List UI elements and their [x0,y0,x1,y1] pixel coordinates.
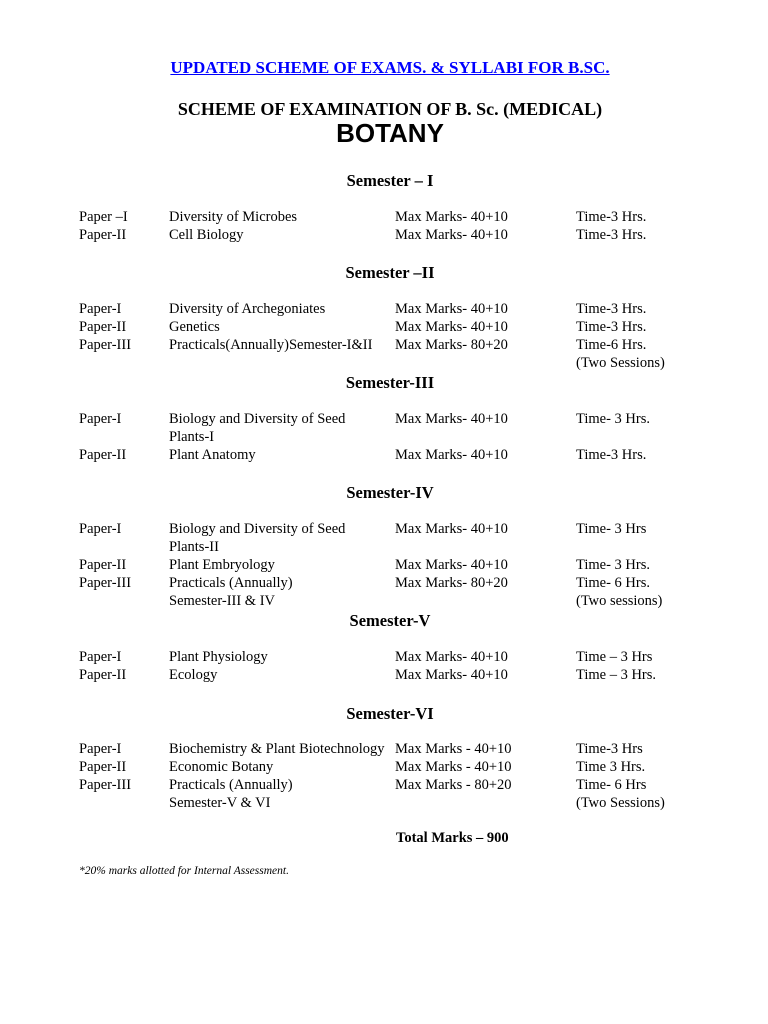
paper-title-continued: Plants-I [169,429,215,445]
max-marks: Max Marks- 40+10 [395,521,508,537]
semester-heading: Semester – I [346,171,434,190]
paper-number: Paper-II [79,319,127,335]
exam-time: Time-3 Hrs. [576,227,647,243]
paper-number: Paper-I [79,521,122,537]
paper-number: Paper-II [79,759,127,775]
paper-number: Paper-I [79,411,122,427]
paper-number: Paper-III [79,337,132,353]
max-marks: Max Marks- 40+10 [395,209,508,225]
paper-title: Biochemistry & Plant Biotechnology [169,741,385,757]
exam-sessions: (Two sessions) [576,593,663,609]
paper-number: Paper-I [79,741,122,757]
paper-title: Practicals(Annually)Semester-I&II [169,337,373,353]
exam-time: Time-6 Hrs. [576,337,647,353]
subject-title: BOTANY [336,118,444,148]
max-marks: Max Marks- 40+10 [395,301,508,317]
max-marks: Max Marks- 40+10 [395,319,508,335]
paper-title: Biology and Diversity of Seed [169,411,346,427]
exam-time: Time- 6 Hrs [576,777,647,793]
max-marks: Max Marks - 40+10 [395,741,512,757]
paper-title: Economic Botany [169,759,274,775]
max-marks: Max Marks- 40+10 [395,667,508,683]
exam-time: Time-3 Hrs [576,741,643,757]
paper-number: Paper –I [79,209,128,225]
max-marks: Max Marks- 40+10 [395,557,508,573]
exam-sessions: (Two Sessions) [576,795,665,811]
max-marks: Max Marks - 80+20 [395,777,512,793]
paper-number: Paper-III [79,777,132,793]
semester-heading: Semester-VI [346,704,434,723]
paper-title: Biology and Diversity of Seed [169,521,346,537]
paper-title-continued: Semester-III & IV [169,593,276,609]
exam-time: Time-3 Hrs. [576,447,647,463]
page-title: SCHEME OF EXAMINATION OF B. Sc. (MEDICAL) [177,99,603,119]
paper-number: Paper-I [79,649,122,665]
semester-heading: Semester –II [345,263,435,282]
semester-heading: Semester-IV [346,483,434,502]
exam-time: Time 3 Hrs. [576,759,646,775]
max-marks: Max Marks- 80+20 [395,337,508,353]
exam-time: Time – 3 Hrs [576,649,653,665]
exam-time: Time- 6 Hrs. [576,575,650,591]
paper-title: Diversity of Microbes [169,209,298,225]
paper-number: Paper-II [79,667,127,683]
paper-title-continued: Plants-II [169,539,219,555]
paper-title: Plant Anatomy [169,447,256,463]
paper-number: Paper-II [79,227,127,243]
semester-heading: Semester-III [345,373,435,392]
total-marks: Total Marks – 900 [396,830,509,846]
max-marks: Max Marks- 80+20 [395,575,508,591]
max-marks: Max Marks- 40+10 [395,447,508,463]
exam-time: Time-3 Hrs. [576,319,647,335]
paper-title: Plant Physiology [169,649,268,665]
scheme-link-title[interactable]: UPDATED SCHEME OF EXAMS. & SYLLABI FOR B.SC. [170,58,610,77]
max-marks: Max Marks- 40+10 [395,227,508,243]
footnote: *20% marks allotted for Internal Assessment. [79,865,289,877]
paper-title: Plant Embryology [169,557,275,573]
exam-time: Time-3 Hrs. [576,209,647,225]
exam-time: Time – 3 Hrs. [576,667,657,683]
exam-sessions: (Two Sessions) [576,355,665,371]
exam-time: Time- 3 Hrs. [576,411,650,427]
semester-heading: Semester-V [349,611,431,630]
paper-title: Practicals (Annually) [169,777,293,793]
paper-title: Diversity of Archegoniates [169,301,326,317]
max-marks: Max Marks- 40+10 [395,649,508,665]
exam-time: Time- 3 Hrs. [576,557,650,573]
paper-number: Paper-III [79,575,132,591]
paper-title: Genetics [169,319,220,335]
paper-title: Cell Biology [169,227,244,243]
exam-time: Time- 3 Hrs [576,521,647,537]
paper-number: Paper-I [79,301,122,317]
paper-title-continued: Semester-V & VI [169,795,271,811]
exam-time: Time-3 Hrs. [576,301,647,317]
paper-title: Practicals (Annually) [169,575,293,591]
paper-number: Paper-II [79,447,127,463]
paper-number: Paper-II [79,557,127,573]
paper-title: Ecology [169,667,218,683]
max-marks: Max Marks- 40+10 [395,411,508,427]
max-marks: Max Marks - 40+10 [395,759,512,775]
